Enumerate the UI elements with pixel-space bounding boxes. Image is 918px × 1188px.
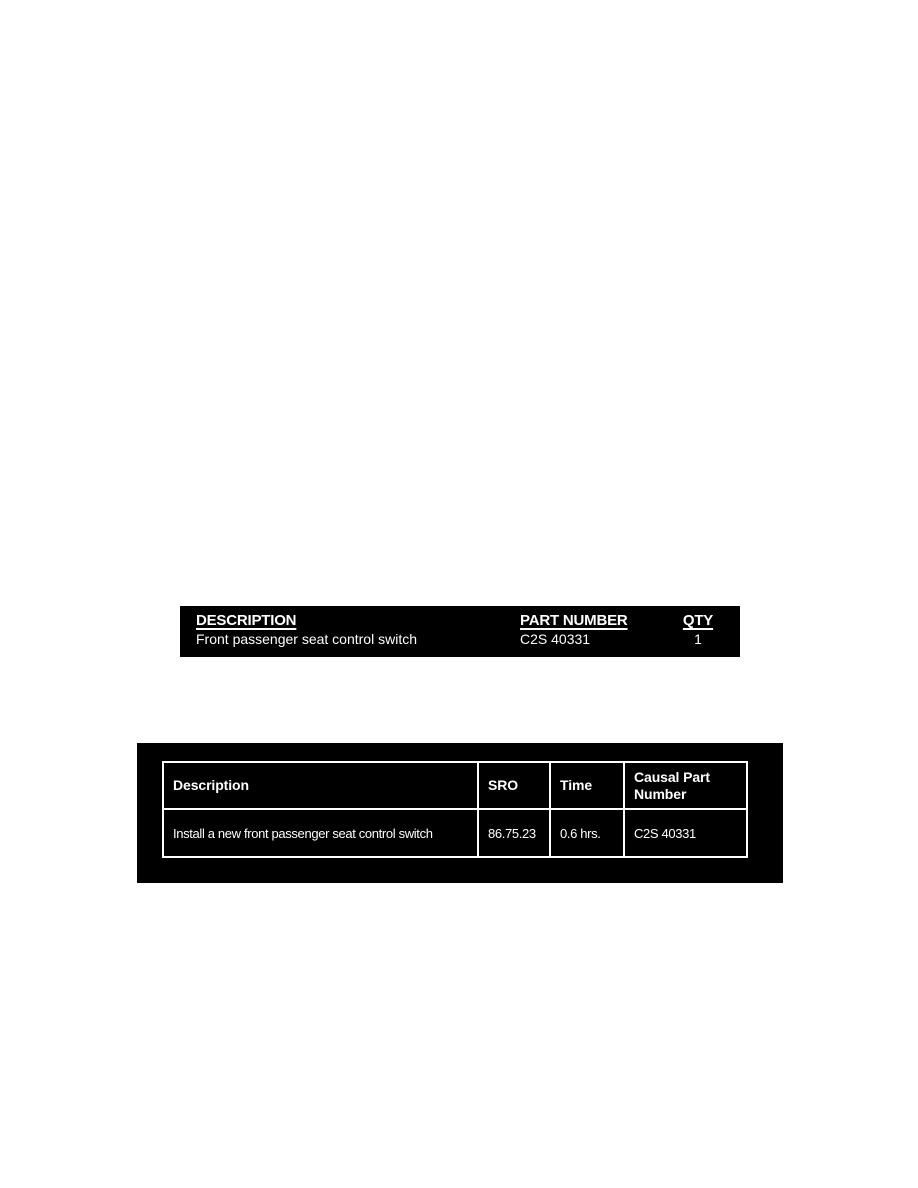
labour-row-causal-part-number: C2S 40331 — [624, 809, 747, 857]
labour-table-header-row — [163, 762, 747, 809]
labour-row-time: 0.6 hrs. — [550, 809, 624, 857]
parts-table-row — [196, 630, 740, 648]
labour-table-row — [163, 809, 747, 857]
parts-header-qty: QTY — [682, 612, 714, 629]
labour-header-causal-part-number: Causal Part Number — [624, 762, 747, 809]
parts-row-description: Front passenger seat control switch — [196, 631, 417, 647]
labour-row-description: Install a new front passenger seat control switch — [163, 809, 478, 857]
labour-table — [162, 761, 748, 858]
parts-table-header-row — [196, 612, 740, 630]
labour-header-description: Description — [163, 762, 478, 809]
parts-row-qty: 1 — [694, 631, 702, 647]
parts-required-table — [180, 606, 740, 657]
warranty-labour-block — [137, 743, 783, 883]
labour-row-sro: 86.75.23 — [478, 809, 550, 857]
parts-header-part-number: PART NUMBER — [520, 612, 628, 629]
labour-header-time: Time — [550, 762, 624, 809]
labour-header-sro: SRO — [478, 762, 550, 809]
parts-row-part-number: C2S 40331 — [520, 631, 591, 647]
parts-header-description: DESCRIPTION — [196, 612, 297, 629]
